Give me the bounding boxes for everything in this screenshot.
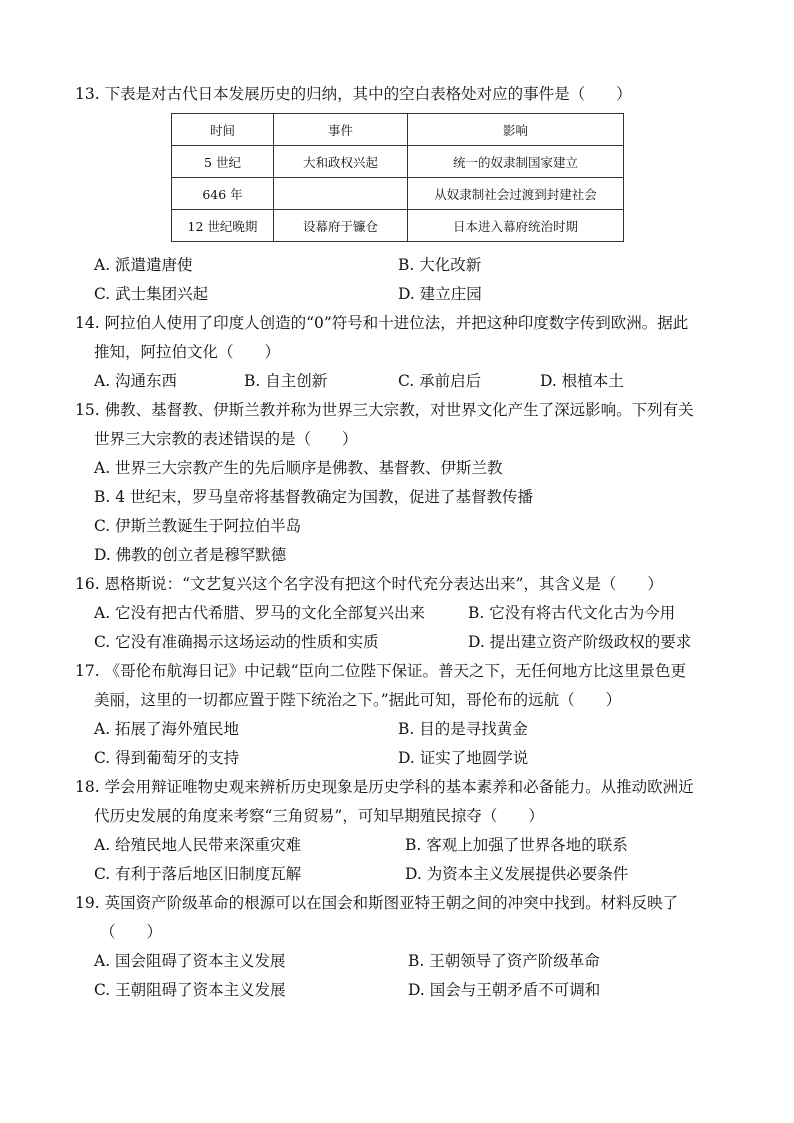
q18-stem-line1: 18. 学会用辩证唯物史观来辨析历史现象是历史学科的基本素养和必备能力。从推动欧洲近 [75,778,694,796]
q19-stem-line1: 19. 英国资产阶级革命的根源可以在国会和斯图亚特王朝之间的冲突中找到。材料反映了 [75,894,679,912]
q14-option-b: B. 自主创新 [244,372,328,390]
q15-stem-line2: 世界三大宗教的表述错误的是（ ） [94,430,358,448]
q16-stem-line1: 16. 恩格斯说：“文艺复兴这个名字没有把这个时代充分表达出来”，其含义是（ ） [75,575,663,593]
q14-stem-line2: 推知，阿拉伯文化（ ） [94,343,281,361]
q19-option-d: D. 国会与王朝矛盾不可调和 [408,981,601,999]
q13-table [171,113,624,242]
table-row [172,146,624,178]
q17-option-b: B. 目的是寻找黄金 [398,720,528,738]
q15-option-a: A. 世界三大宗教产生的先后顺序是佛教、基督教、伊斯兰教 [94,459,503,477]
q19-option-c: C. 王朝阻碍了资本主义发展 [94,981,286,999]
q19-stem-line2: （ ） [100,923,163,941]
q13-option-d: D. 建立庄园 [398,285,482,303]
q15-option-d: D. 佛教的创立者是穆罕默德 [94,546,287,564]
q18-stem-line2: 代历史发展的角度来考察“三角贸易”，可知早期殖民掠夺（ ） [94,807,544,825]
q18-option-c: C. 有利于落后地区旧制度瓦解 [94,865,302,883]
q16-option-c: C. 它没有准确揭示这场运动的性质和实质 [94,633,379,651]
q18-option-d: D. 为资本主义发展提供必要条件 [405,865,629,883]
q17-stem-line2: 美丽，这里的一切都应置于陛下统治之下。”据此可知，哥伦布的远航（ ） [94,691,622,709]
q13-option-a: A. 派遣遣唐使 [94,256,193,274]
q14-option-c: C. 承前启后 [398,372,482,390]
q14-option-d: D. 根植本土 [540,372,624,390]
table-row [172,210,624,242]
q18-option-b: B. 客观上加强了世界各地的联系 [405,836,628,854]
q15-option-c: C. 伊斯兰教诞生于阿拉伯半岛 [94,517,302,535]
table-cell: 统一的奴隶制国家建立 [408,146,624,178]
q17-stem-line1: 17. 《哥伦布航海日记》中记载“臣向二位陛下保证。普天之下，无任何地方比这里景色更 [75,662,687,680]
q19-option-b: B. 王朝领导了资产阶级革命 [408,952,600,970]
table-cell: 从奴隶制社会过渡到封建社会 [408,178,624,210]
table-header-row [172,114,624,146]
q19-option-a: A. 国会阻碍了资本主义发展 [94,952,286,970]
q17-option-c: C. 得到葡萄牙的支持 [94,749,240,767]
q14-option-a: A. 沟通东西 [94,372,178,390]
q18-option-a: A. 给殖民地人民带来深重灾难 [94,836,302,854]
q13-stem: 13. 下表是对古代日本发展历史的归纳，其中的空白表格处对应的事件是（ ） [75,85,632,103]
table-header-time: 时间 [172,114,274,146]
q17-option-a: A. 拓展了海外殖民地 [94,720,240,738]
table-cell: 5 世纪 [172,146,274,178]
q15-stem-line1: 15. 佛教、基督教、伊斯兰教并称为世界三大宗教，对世界文化产生了深远影响。下列有关 [75,401,694,419]
q13-option-b: B. 大化改新 [398,256,482,274]
q16-option-a: A. 它没有把古代希腊、罗马的文化全部复兴出来 [94,604,426,622]
table-header-impact: 影响 [408,114,624,146]
table-header-event: 事件 [274,114,408,146]
table-row [172,178,624,210]
q17-option-d: D. 证实了地圆学说 [398,749,529,767]
q13-option-c: C. 武士集团兴起 [94,285,209,303]
table-cell-blank [274,178,408,210]
table-cell: 设幕府于镰仓 [274,210,408,242]
table-cell: 12 世纪晚期 [172,210,274,242]
q16-option-d: D. 提出建立资产阶级政权的要求 [468,633,692,651]
table-cell: 大和政权兴起 [274,146,408,178]
q14-stem-line1: 14. 阿拉伯人使用了印度人创造的“0”符号和十进位法，并把这种印度数字传到欧洲。据此 [75,314,689,332]
table-cell: 646 年 [172,178,274,210]
q15-option-b: B. 4 世纪末，罗马皇帝将基督教确定为国教，促进了基督教传播 [94,488,534,506]
table-cell: 日本进入幕府统治时期 [408,210,624,242]
q16-option-b: B. 它没有将古代文化古为今用 [468,604,676,622]
